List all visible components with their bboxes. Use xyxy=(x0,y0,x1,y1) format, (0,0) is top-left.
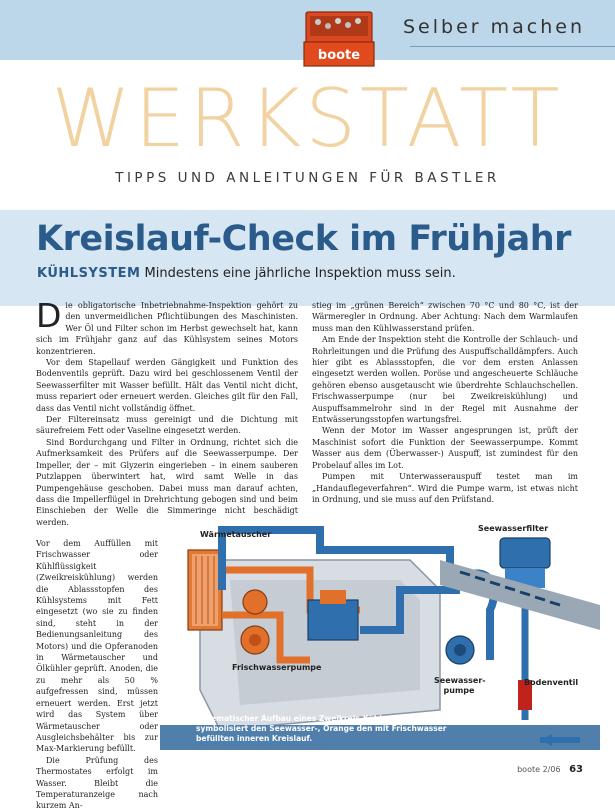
diagram-caption: Schematischer Aufbau eines Zweikreis-Kühlsystems. Blau symbolisiert den Seewasser-, Orange den mit Frischwasser befüllten inneren Kreislauf. xyxy=(196,714,447,743)
page-number: 63 xyxy=(569,764,583,775)
label-freshwater-pump: Frischwasserpumpe xyxy=(232,663,322,672)
label-seawater-pump: Seewasser- pumpe xyxy=(434,676,486,695)
column-1 xyxy=(36,296,298,528)
paragraph: Pumpen mit Unterwasserauspuff testet man im „Handauflegeverfahren“. Wird die Pumpe warm, ist etwas nicht in Ordnung, und sie muss auf den Prüfstand. xyxy=(312,472,578,504)
article-kicker: KÜHLSYSTEM xyxy=(37,266,141,281)
paragraph: Sind Bordurchgang und Filter in Ordnung, richtet sich die Aufmerksamkeit des Prüfers auf die Seewasserpumpe. Der Impeller, der – mit Glyzerin eingerieben – in einem sauberen Putzlappen überwintert hat, wird samt Welle in das Pumpengehäuse geschoben. Dabei muss man darauf achten, dass die Impellerflügel in Drehrichtung gebogen sind und beim Einschieben der Welle die Simmeringe nicht beschädigt werden. xyxy=(36,437,298,527)
paragraph: Der Filtereinsatz muss gereinigt und die Dichtung mit säurefreiem Fett oder Vaseline eingesetzt werden. xyxy=(36,415,298,436)
header-divider xyxy=(410,46,615,47)
article-subtitle-text: Mindestens eine jährliche Inspektion muss sein. xyxy=(144,266,456,281)
paragraph: Die Prüfung des Thermostates erfolgt im Wasser. Bleibt die Temperaturanzeige nach kurzem An- xyxy=(36,755,158,811)
seawater-filter xyxy=(500,538,550,568)
tagline: TIPPS UND ANLEITUNGEN FÜR BASTLER xyxy=(115,170,500,186)
page-footer xyxy=(517,764,583,775)
paragraph: Vor dem Stapellauf werden Gängigkeit und Funktion des Bodenventils geprüft. Dazu wird bei geschlossenem Ventil der Seewasserfilter mit Wasser befüllt. Hält das Ventil nicht dicht, muss repariert oder erneuert werden. Gleiches gilt für den Fall, dass das Ventil nicht vollständig öffnet. xyxy=(36,358,298,413)
paragraph: Wenn der Motor im Wasser angesprungen ist, prüft der Maschinist sofort die Funktion der Seewasserpumpe. Kommt Wasser aus dem (Überwasser-) Auspuff, ist zumindest für den Probelauf alles im Lot. xyxy=(312,426,578,470)
brand-label: boote xyxy=(317,48,361,63)
label-heat-exchanger: Wärmetauscher xyxy=(200,530,272,539)
label-bottom-valve: Bodenventil xyxy=(524,678,579,687)
paragraph: stieg im „grünen Bereich“ zwischen 70 °C und 80 °C, ist der Wärmeregler in Ordnung. Aber Achtung: Nach dem Warmlaufen muss man den Kühlwasserstand prüfen. xyxy=(312,301,578,333)
issue-label: boote 2/06 xyxy=(517,765,561,774)
toolbox-logo xyxy=(300,8,378,70)
paragraph xyxy=(36,296,298,357)
werkstatt-heading: WERKSTATT xyxy=(51,72,564,165)
section-label: Selber machen xyxy=(402,16,585,38)
paragraph: Vor dem Auffüllen mit Frischwasser oder Kühlflüssigkeit (Zweikreiskühlung) werden die Ablassstopfen des Kühlsystems mit Fett eingesetzt (wo sie zu finden sind, steht in der Bedienungsanleitung des Motors) und die Opferanoden in Wärmetauscher und Ölkühler geprüft. Anoden, die zu mehr als 50 % aufgefressen sind, müssen erneuert werden. Erst jetzt wird das System über Wärmetauscher oder Ausgleichsbehälter bis zur Max-Markierung befüllt. xyxy=(36,539,158,754)
label-seawater-filter: Seewasserfilter xyxy=(478,524,549,533)
dropcap: D xyxy=(36,296,62,335)
article-subtitle xyxy=(37,266,456,281)
paragraph-text: ie obligatorische Inbetriebnahme-Inspektion gehört zu den unvermeidlichen Pflichtübungen des Maschinisten. Wer Öl und Filter schon im Herbst gewechselt hat, kann sich im Frühjahr ganz auf das Kühlsystem seines Motors konzentrieren. xyxy=(36,301,298,356)
paragraph: Am Ende der Inspektion steht die Kontrolle der Schlauch- und Rohrleitungen und die Prüfung des Auspuffschalldämpfers. Auch hier gibt es Ablassstopfen, die vor dem ersten Anlassen eingesetzt werden wollen. Poröse und angescheuerte Schläuche gehören ebenso ausgetauscht wie überdrehte Schlauchschellen. Frischwasserpumpe (nur bei Zweikreiskühlung) und Auspuffsammelrohr sind in der Regel mit Ausnahme der Entwässerungsstopfen wartungsfrei. xyxy=(312,335,578,425)
column-2 xyxy=(312,300,578,505)
article-title: Kreislauf-Check im Frühjahr xyxy=(36,219,571,259)
column-1-lower xyxy=(36,538,158,812)
